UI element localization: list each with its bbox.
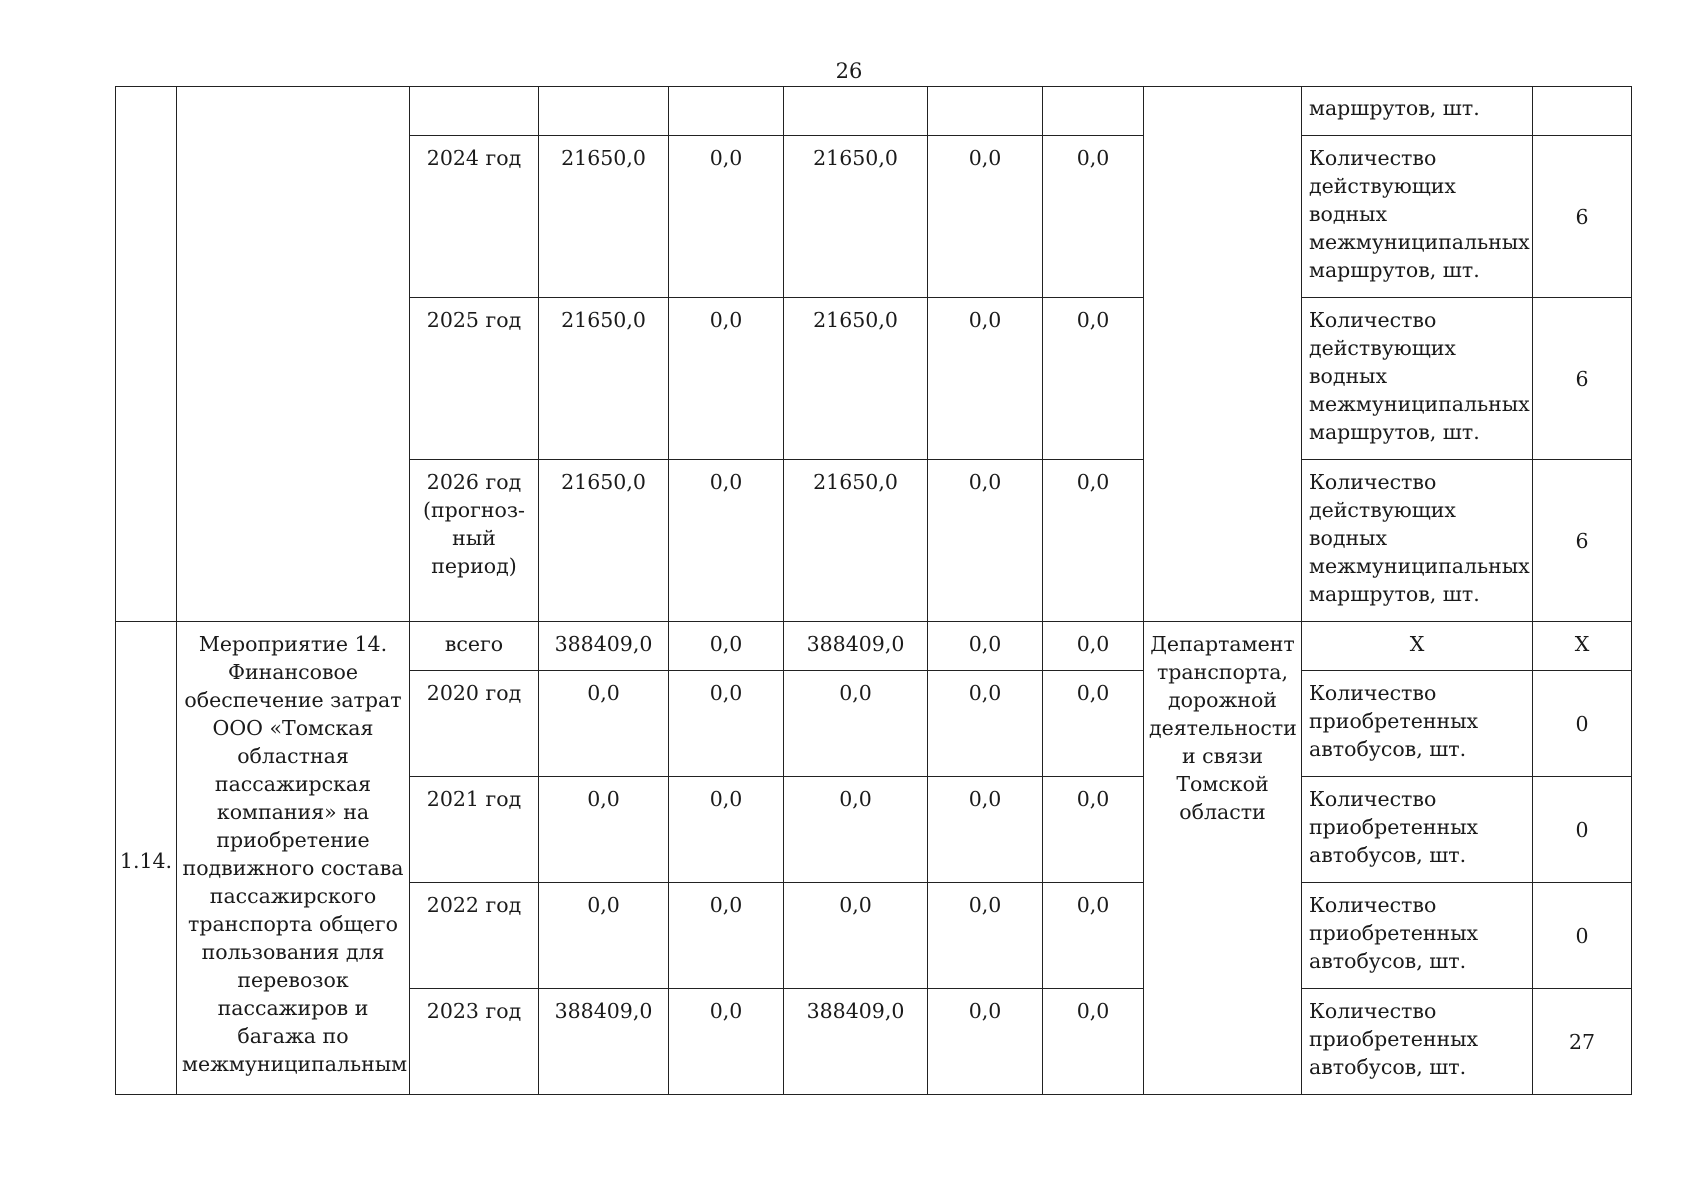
funding-cell: 0,0 [928,622,1043,671]
funding-cell: 21650,0 [784,136,928,298]
funding-cell: 388409,0 [784,622,928,671]
indicator-value-cell [1533,87,1632,136]
period-cell [410,87,539,136]
total-cell: 0,0 [539,883,669,989]
indicator-cell: X [1302,622,1533,671]
indicator-value-cell: 0 [1533,671,1632,777]
executor-cell: Департамент транспорта, дорожной деятельности и связи Томской области [1144,622,1302,1095]
period-cell: 2020 год [410,671,539,777]
funding-cell: 0,0 [928,136,1043,298]
indicator-cell: Количество действующих водных межмуниципальных маршрутов, шт. [1302,136,1533,298]
measure-name-cell [177,87,410,622]
funding-cell: 0,0 [1043,136,1144,298]
indicator-value-cell: 6 [1533,460,1632,622]
funding-cell: 0,0 [928,460,1043,622]
indicator-value-cell: 0 [1533,883,1632,989]
funding-cell: 0,0 [669,777,784,883]
funding-cell: 0,0 [928,671,1043,777]
funding-cell: 0,0 [1043,622,1144,671]
program-measures-table [115,86,1632,1095]
total-cell: 388409,0 [539,622,669,671]
total-cell: 21650,0 [539,460,669,622]
indicator-value-cell: X [1533,622,1632,671]
funding-cell: 388409,0 [784,989,928,1095]
funding-cell: 0,0 [669,298,784,460]
period-cell: 2026 год (прогноз-ный период) [410,460,539,622]
indicator-cell: Количество приобретенных автобусов, шт. [1302,671,1533,777]
funding-cell: 0,0 [1043,883,1144,989]
indicator-cell: Количество действующих водных межмуниципальных маршрутов, шт. [1302,298,1533,460]
indicator-cell: Количество приобретенных автобусов, шт. [1302,777,1533,883]
indicator-cell: Количество приобретенных автобусов, шт. [1302,883,1533,989]
funding-cell [784,87,928,136]
funding-cell: 0,0 [928,883,1043,989]
indicator-value-cell: 6 [1533,136,1632,298]
funding-cell [1043,87,1144,136]
total-cell: 388409,0 [539,989,669,1095]
funding-cell: 0,0 [669,136,784,298]
period-cell: 2022 год [410,883,539,989]
funding-cell: 0,0 [1043,671,1144,777]
total-cell [539,87,669,136]
executor-cell [1144,87,1302,622]
funding-cell: 21650,0 [784,460,928,622]
funding-cell: 0,0 [669,622,784,671]
indicator-value-cell: 0 [1533,777,1632,883]
total-cell: 21650,0 [539,298,669,460]
funding-cell: 0,0 [1043,298,1144,460]
funding-cell: 0,0 [784,883,928,989]
funding-cell: 21650,0 [784,298,928,460]
funding-cell: 0,0 [784,671,928,777]
funding-cell: 0,0 [928,298,1043,460]
funding-cell: 0,0 [669,989,784,1095]
funding-cell: 0,0 [669,883,784,989]
page-number: 26 [835,59,863,83]
funding-cell: 0,0 [784,777,928,883]
total-cell: 0,0 [539,777,669,883]
funding-cell: 0,0 [928,777,1043,883]
indicator-cell: Количество приобретенных автобусов, шт. [1302,989,1533,1095]
funding-cell: 0,0 [669,671,784,777]
period-cell: всего [410,622,539,671]
funding-cell: 0,0 [1043,777,1144,883]
funding-cell: 0,0 [1043,460,1144,622]
table-row [116,622,1632,671]
period-cell: 2023 год [410,989,539,1095]
period-cell: 2025 год [410,298,539,460]
funding-cell [669,87,784,136]
indicator-cell: Количество действующих водных межмуниципальных маршрутов, шт. [1302,460,1533,622]
funding-cell: 0,0 [928,989,1043,1095]
period-cell: 2024 год [410,136,539,298]
table-row [116,87,1632,136]
measure-name-cell: Мероприятие 14. Финансовое обеспечение затрат ООО «Томская областная пассажирская компания» на приобретение подвижного состава пассажирского транспорта общего пользования для перевозок пассажиров и багажа по межмуниципальным [177,622,410,1095]
total-cell: 0,0 [539,671,669,777]
measure-number-cell [116,87,177,622]
indicator-value-cell: 27 [1533,989,1632,1095]
total-cell: 21650,0 [539,136,669,298]
measure-number-cell: 1.14. [116,622,177,1095]
indicator-cell: маршрутов, шт. [1302,87,1533,136]
indicator-value-cell: 6 [1533,298,1632,460]
funding-cell: 0,0 [1043,989,1144,1095]
period-cell: 2021 год [410,777,539,883]
funding-cell: 0,0 [669,460,784,622]
funding-cell [928,87,1043,136]
